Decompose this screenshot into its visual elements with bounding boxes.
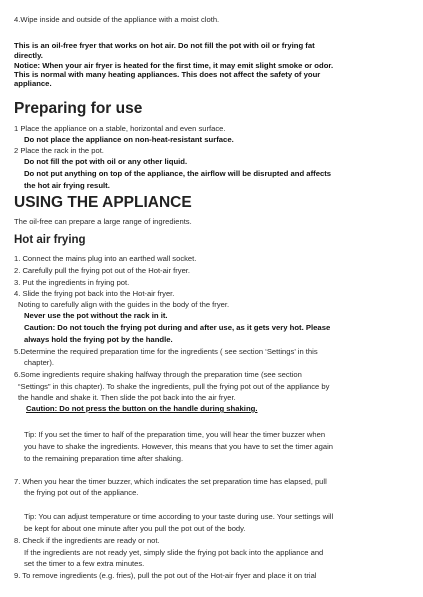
- settings-tip: be kept for about one minute after you pull the pot out of the body.: [24, 524, 246, 533]
- frying-step: If the ingredients are not ready yet, simply slide the frying pot back into the appliance and: [24, 548, 324, 557]
- preparing-step: 2 Place the rack in the pot.: [14, 146, 104, 155]
- warning-line: directly.: [14, 51, 43, 60]
- frying-step: 5.Determine the required preparation time for the ingredients ( see section ‘Settings’ in this: [14, 347, 318, 356]
- preparing-warning: the hot air frying result.: [24, 181, 110, 190]
- hot-air-frying-heading: Hot air frying: [14, 234, 86, 246]
- preparing-warning: Do not fill the pot with oil or any other liquid.: [24, 157, 188, 166]
- frying-step: chapter).: [24, 358, 54, 367]
- preparing-step: 1 Place the appliance on a stable, horizontal and even surface.: [14, 124, 226, 133]
- frying-note: Noting to carefully align with the guides in the body of the fryer.: [18, 300, 230, 309]
- frying-step: the frying pot out of the appliance.: [24, 488, 139, 497]
- notice-line: This is normal with many heating appliances. This does not affect the safety of your: [14, 70, 321, 79]
- shaking-tip: you have to shake the ingredients. However, this means that you have to set the timer again: [24, 442, 333, 451]
- frying-step: 6.Some ingredients require shaking halfway through the preparation time (see section: [14, 370, 302, 379]
- intro-step-4: 4.Wipe inside and outside of the appliance with a moist cloth.: [14, 15, 220, 24]
- frying-step: 9. To remove ingredients (e.g. fries), pull the pot out of the Hot-air fryer and place it on trial: [14, 571, 317, 580]
- frying-step: the handle and shake it. Then slide the pot back into the air fryer.: [18, 393, 236, 402]
- preparing-warning: Do not put anything on top of the appliance, the airflow will be disrupted and affects: [24, 169, 332, 178]
- preparing-heading: Preparing for use: [14, 100, 143, 117]
- frying-caution: Caution: Do not touch the frying pot during and after use, as it gets very hot. Please: [24, 323, 331, 332]
- shaking-tip: to the remaining preparation time after shaking.: [24, 454, 184, 463]
- shaking-tip: Tip: If you set the timer to half of the preparation time, you will hear the timer buzzer when: [24, 430, 326, 439]
- preparing-warning: Do not place the appliance on non-heat-resistant surface.: [24, 135, 234, 144]
- frying-step: “Settings” in this chapter). To shake the ingredients, pull the frying pot out of the appliance by: [18, 382, 330, 391]
- frying-step: 8. Check if the ingredients are ready or not.: [14, 536, 160, 545]
- settings-tip: Tip: You can adjust temperature or time according to your taste during use. Your settings will: [24, 512, 334, 521]
- frying-step: 1. Connect the mains plug into an earthed wall socket.: [14, 254, 197, 263]
- frying-step: 7. When you hear the timer buzzer, which indicates the set preparation time has elapsed, pull: [14, 477, 327, 486]
- frying-warning: Never use the pot without the rack in it.: [24, 311, 168, 320]
- frying-step: 2. Carefully pull the frying pot out of the Hot-air fryer.: [14, 266, 191, 275]
- frying-step: 4. Slide the frying pot back into the Hot-air fryer.: [14, 289, 175, 298]
- notice-line: Notice: When your air fryer is heated for the first time, it may emit slight smoke or odor.: [14, 61, 334, 70]
- frying-caution: always hold the frying pot by the handle.: [24, 335, 173, 344]
- shaking-caution: Caution: Do not press the button on the handle during shaking.: [26, 404, 258, 413]
- warning-line: This is an oil-free fryer that works on hot air. Do not fill the pot with oil or frying fat: [14, 41, 315, 50]
- using-heading: USING THE APPLIANCE: [14, 194, 192, 211]
- frying-step: set the timer to a few extra minutes.: [24, 559, 145, 568]
- using-intro: The oil-free can prepare a large range of ingredients.: [14, 217, 192, 226]
- frying-step: 3. Put the ingredients in frying pot.: [14, 278, 130, 287]
- notice-line: appliance.: [14, 79, 52, 88]
